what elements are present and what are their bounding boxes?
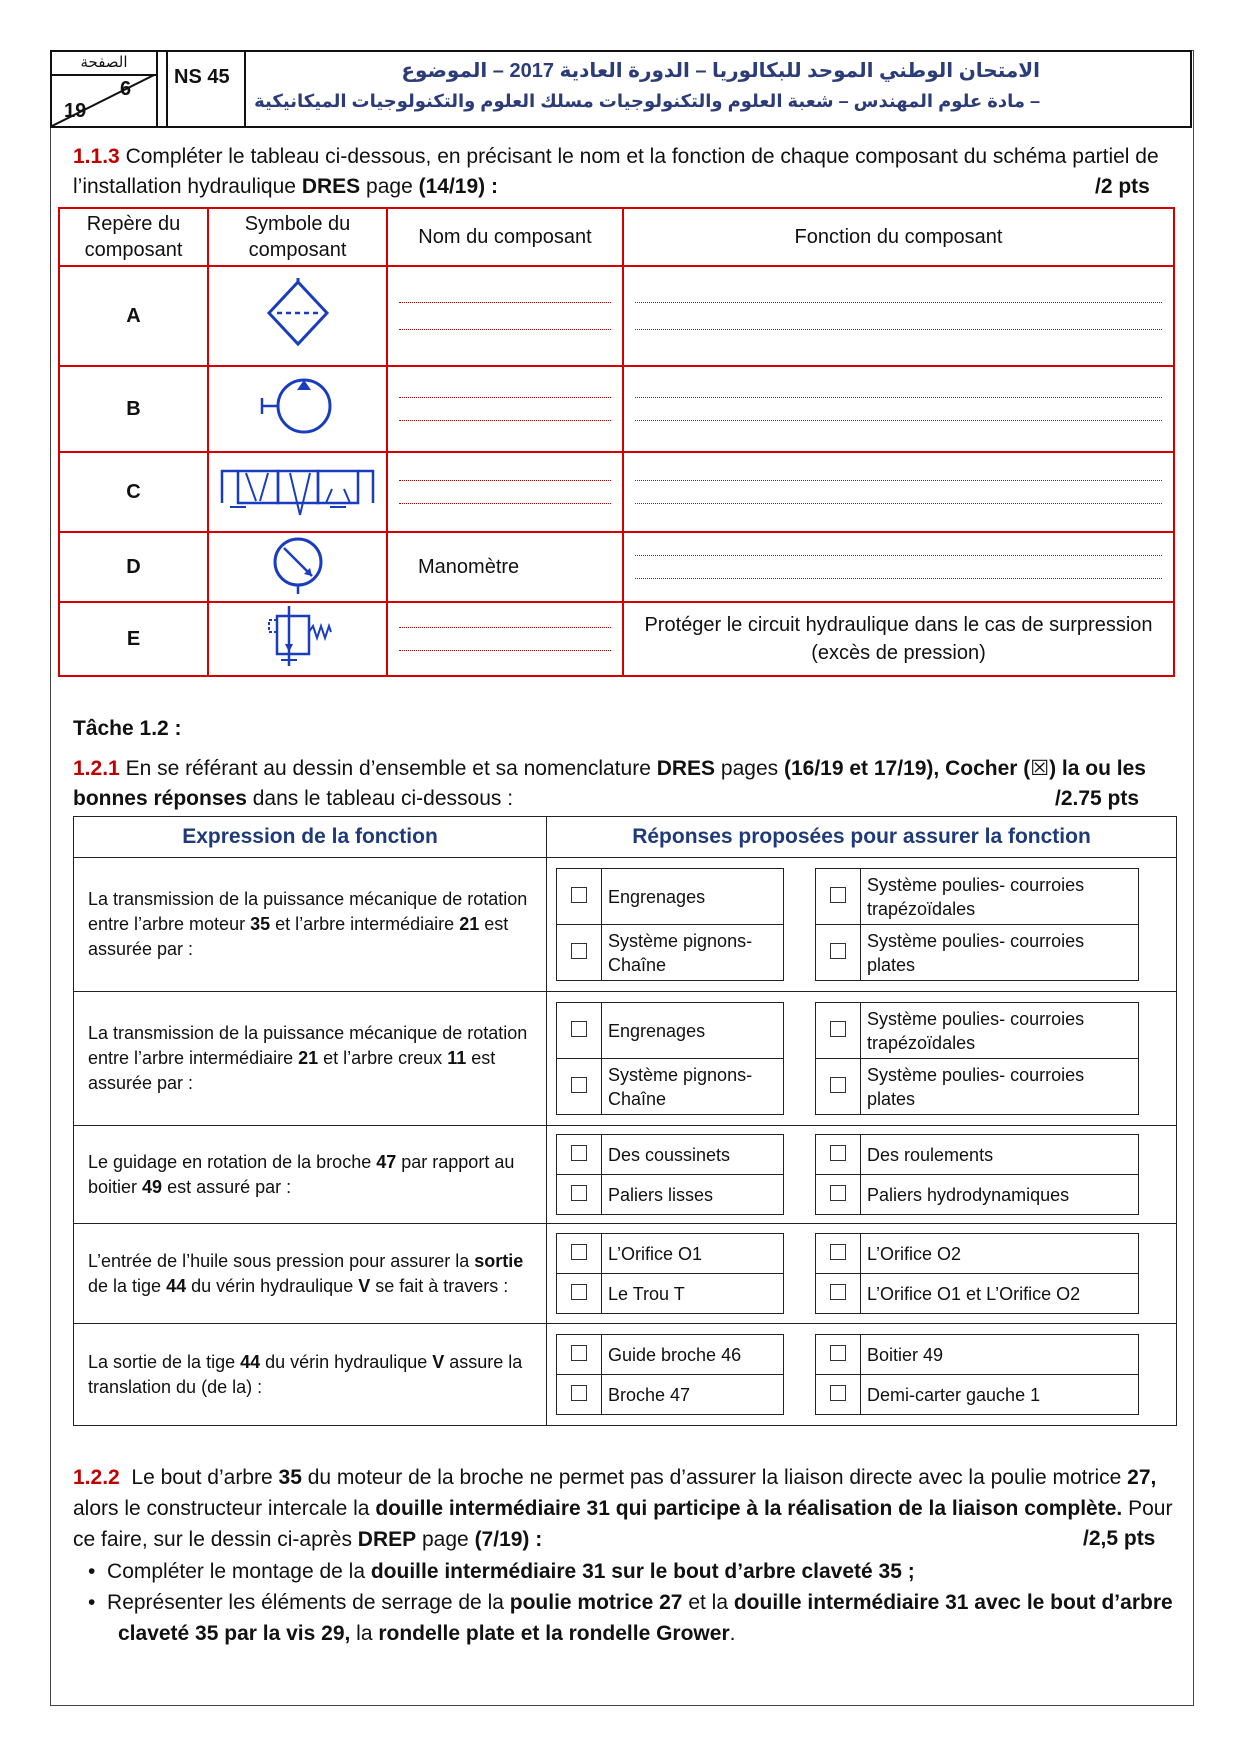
list-item: • Représenter les éléments de serrage de la poulie motrice 27 et la douille intermédiaire 31 avec le bout d’arbre claveté 35 par la vis 29, la rondelle plate et la rondelle Grower. (88, 1591, 1173, 1645)
table-row (59, 602, 1174, 676)
table-row (59, 366, 1174, 452)
option-label: Boitier 49 (861, 1335, 1139, 1375)
name-input-area[interactable] (387, 602, 623, 676)
row-mark: D (126, 555, 141, 578)
text-segment: 27, (1127, 1466, 1157, 1489)
table-row (74, 1126, 1177, 1224)
pages-word: pages (720, 757, 779, 780)
pump-symbol-icon (258, 374, 338, 438)
checkbox[interactable] (557, 1335, 602, 1375)
points-122: /2,5 pts (1083, 1527, 1156, 1550)
checkbox[interactable] (557, 1234, 602, 1274)
relief-valve-symbol-icon (263, 604, 333, 668)
option-label: Système pignons-Chaîne (602, 1059, 784, 1115)
component-name: Manomètre (387, 532, 623, 602)
option-label: L’Orifice O1 et L’Orifice O2 (861, 1274, 1139, 1314)
directional-valve-symbol-icon (220, 459, 375, 519)
checkbox[interactable] (816, 1175, 861, 1215)
function-input-area[interactable] (623, 532, 1174, 602)
question-number: 1.1.3 (73, 145, 120, 168)
exam-title-line1: الامتحان الوطني الموحد للبكالوريا – الدورة العادية 2017 – الموضوع (401, 60, 1040, 82)
option-label: Le Trou T (602, 1274, 784, 1314)
option-label: Paliers hydrodynamiques (861, 1175, 1139, 1215)
checkbox[interactable] (816, 1059, 861, 1115)
option-label: Engrenages (602, 869, 784, 925)
page-number: 6 (120, 78, 132, 100)
option-group (556, 1134, 784, 1215)
question-113 (73, 142, 1178, 202)
exam-header (50, 50, 1192, 128)
checkbox[interactable] (816, 1135, 861, 1175)
checkbox[interactable] (557, 869, 602, 925)
page-ref: (16/19 et 17/19), Cocher (☒) la ou les bonnes réponses (73, 757, 1146, 810)
option-group (815, 1002, 1139, 1115)
col-header-responses: Réponses proposées pour assurer la fonction (547, 817, 1177, 858)
text-segment: douille intermédiaire 31 qui participe à la réalisation de la liaison complète. (375, 1497, 1123, 1520)
function-expression: La sortie de la tige 44 du vérin hydraulique V assure la translation du (de la) : (74, 1324, 547, 1426)
option-label: Engrenages (602, 1003, 784, 1059)
checkbox[interactable] (816, 925, 861, 981)
row-mark: C (126, 480, 141, 503)
checkbox[interactable] (557, 1375, 602, 1415)
list-item: • Compléter le montage de la douille intermédiaire 31 sur le bout d’arbre claveté 35 ; (88, 1560, 915, 1583)
exam-title (252, 52, 1190, 126)
checkbox[interactable] (557, 1274, 602, 1314)
answers-table (73, 816, 1177, 1426)
table-row (74, 992, 1177, 1126)
option-label: Broche 47 (602, 1375, 784, 1415)
option-group (815, 1134, 1139, 1215)
points-121: /2.75 pts (1055, 787, 1140, 810)
instructions-list (88, 1556, 1178, 1649)
doc-ref: DREP (357, 1528, 417, 1551)
option-label: Guide broche 46 (602, 1335, 784, 1375)
option-label: Système pignons-Chaîne (602, 925, 784, 981)
option-group (556, 1233, 784, 1314)
task-title: Tâche 1.2 : (73, 717, 182, 740)
checkbox[interactable] (557, 1003, 602, 1059)
option-group (556, 1002, 784, 1115)
checkbox[interactable] (557, 1135, 602, 1175)
name-input-area[interactable] (387, 266, 623, 366)
table-row (59, 532, 1174, 602)
text-segment: alors le constructeur intercale la (73, 1497, 370, 1520)
function-expression: Le guidage en rotation de la broche 47 par rapport au boitier 49 est assuré par : (74, 1126, 547, 1224)
checkbox[interactable] (557, 1059, 602, 1115)
question-text: Compléter le tableau ci-dessous, en précisant le nom et la fonction de chaque composant du schéma partiel de l’installation hydraulique (73, 145, 1159, 198)
function-input-area[interactable] (623, 366, 1174, 452)
table-row (74, 1224, 1177, 1324)
question-text: En se référant au dessin d’ensemble et sa nomenclature (125, 757, 651, 780)
table-row (74, 858, 1177, 992)
option-label: Paliers lisses (602, 1175, 784, 1215)
name-input-area[interactable] (387, 452, 623, 532)
exam-code: NS 45 (166, 52, 246, 126)
function-expression: La transmission de la puissance mécanique de rotation entre l’arbre intermédiaire 21 et l’arbre creux 11 est assurée par : (74, 992, 547, 1126)
doc-ref: DRES (301, 175, 361, 198)
option-label: Système poulies- courroies plates (861, 925, 1139, 981)
components-table (58, 207, 1175, 677)
text-segment: du moteur de la broche ne permet pas d’assurer la liaison directe avec la poulie motrice (307, 1466, 1122, 1489)
function-expression: La transmission de la puissance mécanique de rotation entre l’arbre moteur 35 et l’arbre intermédiaire 21 est assurée par : (74, 858, 547, 992)
checkbox[interactable] (816, 1375, 861, 1415)
option-group (815, 1334, 1139, 1415)
page-word: page (366, 175, 413, 198)
question-number: 1.2.2 (73, 1466, 120, 1489)
checkbox[interactable] (816, 1003, 861, 1059)
component-function: Protéger le circuit hydraulique dans le cas de surpression (excès de pression) (623, 602, 1174, 676)
checkbox[interactable] (557, 1175, 602, 1215)
exam-title-line2: – مادة علوم المهندس – شعبة العلوم والتكنولوجيات مسلك العلوم والتكنولوجيات الميكانيكية (254, 91, 1040, 111)
table-row (59, 452, 1174, 532)
question-121 (73, 754, 1178, 814)
option-label: Système poulies- courroies trapézoïdales (861, 1003, 1139, 1059)
option-group (815, 1233, 1139, 1314)
option-label: L’Orifice O2 (861, 1234, 1139, 1274)
name-input-area[interactable] (387, 366, 623, 452)
doc-ref: DRES (656, 757, 716, 780)
col-header-mark: Repère du composant (59, 208, 208, 266)
function-input-area[interactable] (623, 452, 1174, 532)
checkbox[interactable] (816, 869, 861, 925)
table-row (59, 266, 1174, 366)
question-text-end: dans le tableau ci-dessous : (252, 787, 514, 810)
col-header-name: Nom du composant (387, 208, 623, 266)
pressure-gauge-symbol-icon (268, 534, 328, 594)
filter-symbol-icon (263, 278, 333, 348)
col-header-expression: Expression de la fonction (74, 817, 547, 858)
option-group (556, 868, 784, 981)
row-mark: A (126, 304, 141, 327)
col-header-function: Fonction du composant (623, 208, 1174, 266)
option-label: L’Orifice O1 (602, 1234, 784, 1274)
page-ref: (7/19) : (474, 1528, 543, 1551)
checkbox[interactable] (816, 1335, 861, 1375)
col-header-symbol: Symbole du composant (208, 208, 387, 266)
checkbox[interactable] (816, 1234, 861, 1274)
text-segment: 35 (278, 1466, 302, 1489)
row-mark: B (126, 397, 141, 420)
table-row (74, 1324, 1177, 1426)
checkbox[interactable] (557, 925, 602, 981)
option-group (815, 868, 1139, 981)
text-segment: Le bout d’arbre (131, 1466, 273, 1489)
page-ref: (14/19) : (418, 175, 498, 198)
page-label: الصفحة (52, 52, 156, 76)
option-label: Des coussinets (602, 1135, 784, 1175)
text-segment: page (422, 1528, 469, 1551)
option-label: Système poulies- courroies trapézoïdales (861, 869, 1139, 925)
text-segment: Pour ce faire, sur le dessin ci-après (73, 1497, 1173, 1551)
row-mark: E (126, 627, 141, 650)
option-label: Des roulements (861, 1135, 1139, 1175)
option-label: Système poulies- courroies plates (861, 1059, 1139, 1115)
option-group (556, 1334, 784, 1415)
checkbox[interactable] (816, 1274, 861, 1314)
points-113: /2 pts (1095, 175, 1150, 198)
page-indicator (52, 52, 158, 126)
page-total: 19 (64, 100, 87, 122)
function-input-area[interactable] (623, 266, 1174, 366)
question-number: 1.2.1 (73, 757, 120, 780)
function-expression: L’entrée de l’huile sous pression pour assurer la sortie de la tige 44 du vérin hydraulique V se fait à travers : (74, 1224, 547, 1324)
question-122 (73, 1462, 1178, 1555)
option-label: Demi-carter gauche 1 (861, 1375, 1139, 1415)
